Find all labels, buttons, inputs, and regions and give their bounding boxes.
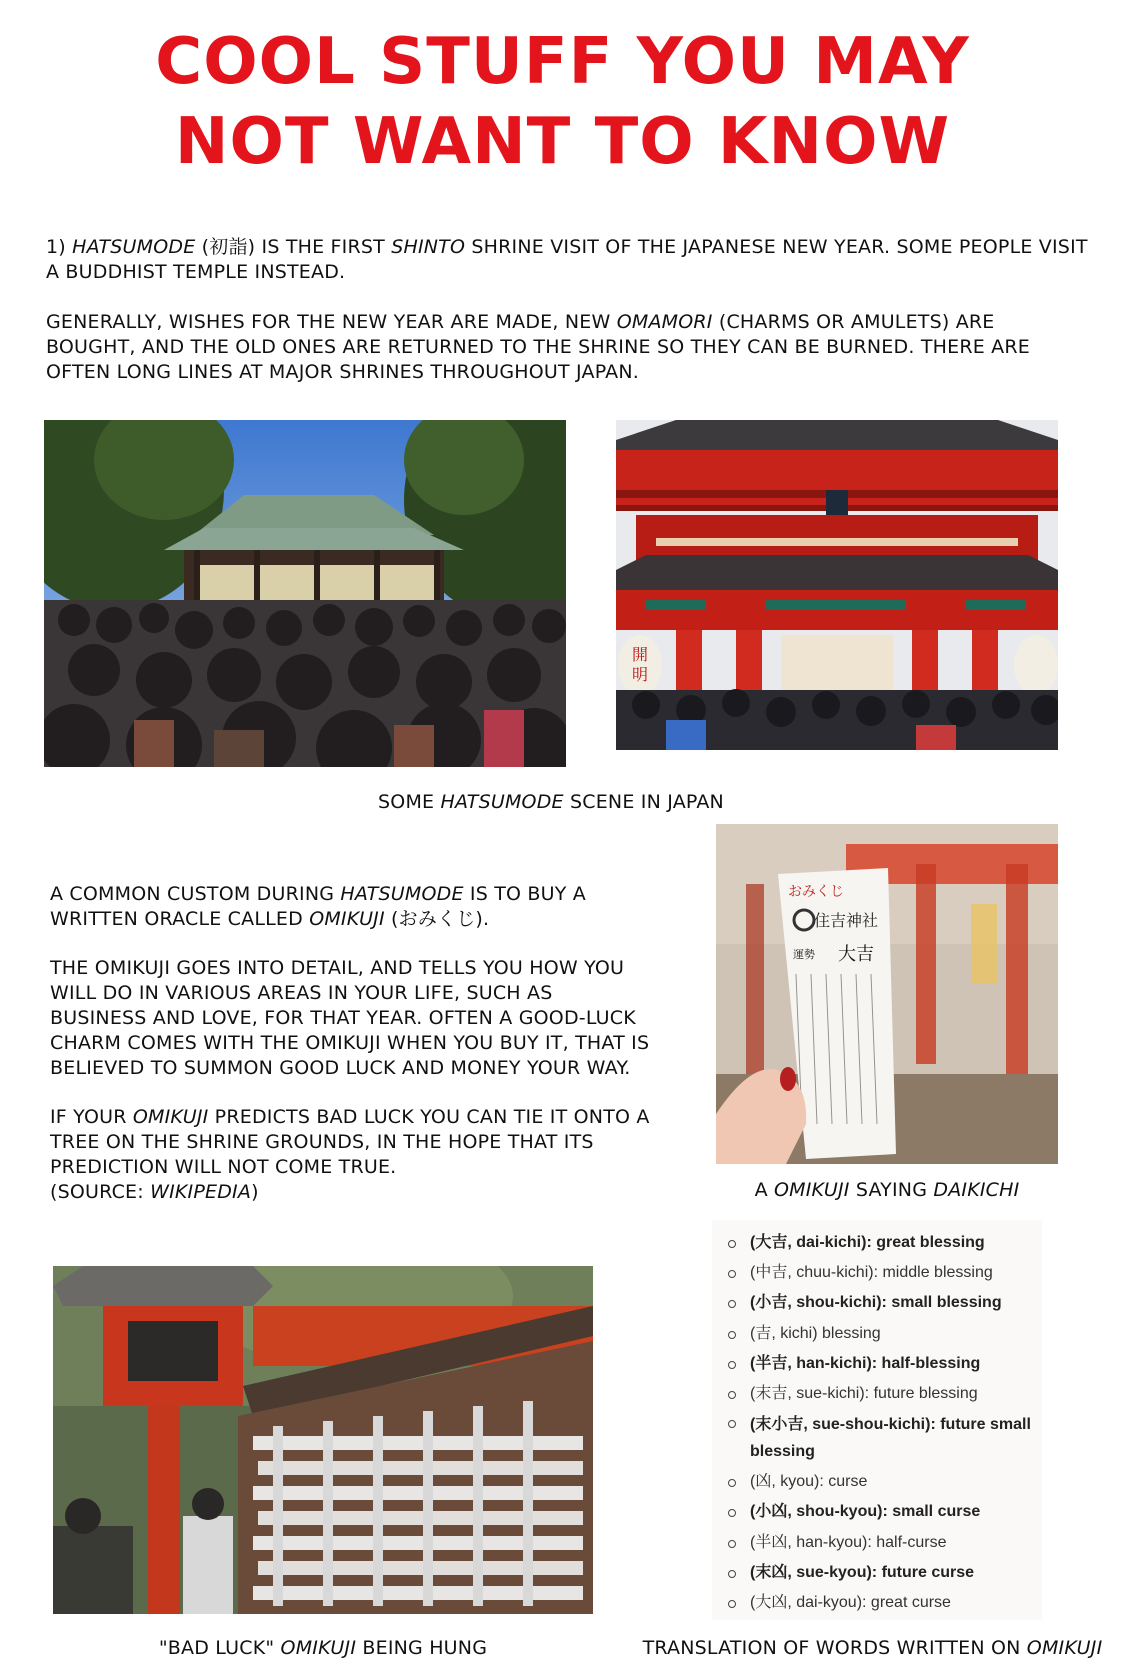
italic-term: OMIKUJI bbox=[132, 1106, 209, 1128]
fortune-item: (末小吉, sue-shou-kichi): future small blessing bbox=[712, 1409, 1042, 1467]
italic-term: WIKIPEDIA bbox=[150, 1181, 252, 1203]
italic-term: OMIKUJI bbox=[1026, 1637, 1103, 1659]
text-segment: (CHARMS OR AMULETS) ARE BOUGHT, AND THE OLD ONES ARE RETURNED TO THE SHRINE SO THEY CAN BE BURNED. THERE ARE OFTEN LONG LINES AT MAJOR SHRINES THROUGHOUT JAPAN. bbox=[46, 311, 1030, 383]
text-segment: SAYING bbox=[849, 1179, 934, 1201]
fortune-list bbox=[712, 1220, 1042, 1618]
title-line-1: COOL STUFF YOU MAY bbox=[155, 25, 970, 99]
intro-paragraph-2 bbox=[46, 310, 1076, 385]
italic-term: DAIKICHI bbox=[933, 1179, 1020, 1201]
text-segment: SOME bbox=[378, 791, 441, 813]
italic-term: OMIKUJI bbox=[309, 908, 385, 930]
slip-fortune-label: 運勢 bbox=[793, 948, 815, 961]
fortune-item: (大吉, dai-kichi): great blessing bbox=[712, 1228, 1042, 1258]
red-shrine-gate-photo bbox=[616, 420, 1058, 750]
italic-term: OMIKUJI bbox=[774, 1179, 850, 1201]
fortune-translation-list bbox=[712, 1220, 1042, 1620]
text-segment: IS TO BUY A WRITTEN ORACLE CALLED bbox=[50, 883, 587, 930]
text-segment: ) bbox=[251, 1181, 259, 1203]
daikichi-caption bbox=[716, 1178, 1058, 1203]
text-segment: SCENE IN JAPAN bbox=[563, 791, 724, 813]
italic-term: OMIKUJI bbox=[280, 1637, 357, 1659]
translation-caption bbox=[620, 1636, 1125, 1661]
fortune-item: (半凶, han-kyou): half-curse bbox=[712, 1528, 1042, 1558]
text-segment: (初詣) IS THE FIRST bbox=[195, 236, 392, 258]
omikuji-slip-photo bbox=[716, 824, 1058, 1164]
page-title bbox=[0, 22, 1125, 182]
fortune-item: (大凶, dai-kyou): great curse bbox=[712, 1588, 1042, 1618]
text-segment: SHRINE VISIT OF THE JAPANESE NEW YEAR. SOME PEOPLE VISIT A BUDDHIST TEMPLE INSTEAD. bbox=[46, 236, 1088, 283]
italic-term: HATSUMODE bbox=[440, 791, 564, 813]
omikuji-paragraph-2 bbox=[50, 956, 650, 1081]
omikuji-rack-photo bbox=[53, 1266, 593, 1614]
text-segment: IF YOUR bbox=[50, 1106, 133, 1128]
hung-caption bbox=[53, 1636, 593, 1661]
italic-term: HATSUMODE bbox=[72, 236, 196, 258]
text-segment: (おみくじ). bbox=[384, 908, 490, 930]
text-segment: PREDICTS BAD LUCK YOU CAN TIE IT ONTO A TREE ON THE SHRINE GROUNDS, IN THE HOPE THAT ITS PREDICTION WILL NOT COME TRUE. bbox=[50, 1106, 650, 1178]
text-segment: GENERALLY, WISHES FOR THE NEW YEAR ARE MADE, NEW bbox=[46, 311, 617, 333]
lantern-right-glyph: 明 bbox=[631, 665, 649, 684]
fortune-item: (小凶, shou-kyou): small curse bbox=[712, 1497, 1042, 1527]
fortune-item: (吉, kichi) blessing bbox=[712, 1319, 1042, 1349]
lantern-left-glyph: 開 bbox=[631, 645, 649, 664]
slip-fortune: 大吉 bbox=[838, 944, 874, 965]
shrine-crowd-photo bbox=[44, 420, 566, 767]
slip-header: おみくじ bbox=[788, 884, 844, 900]
source-note bbox=[50, 1180, 650, 1205]
text-segment: "BAD LUCK" bbox=[158, 1637, 281, 1659]
fortune-item: (半吉, han-kichi): half-blessing bbox=[712, 1349, 1042, 1379]
fortune-item: (小吉, shou-kichi): small blessing bbox=[712, 1288, 1042, 1318]
italic-term: HATSUMODE bbox=[340, 883, 464, 905]
title-line-2: NOT WANT TO KNOW bbox=[174, 105, 951, 179]
text-segment: (SOURCE: bbox=[50, 1181, 151, 1203]
italic-term: SHINTO bbox=[391, 236, 466, 258]
slip-shrine-name: 住吉神社 bbox=[813, 911, 879, 930]
text-segment: A bbox=[754, 1179, 774, 1201]
text-segment: TRANSLATION OF WORDS WRITTEN ON bbox=[642, 1637, 1027, 1659]
scene-caption bbox=[44, 790, 1058, 815]
text-segment: BEING HUNG bbox=[356, 1637, 488, 1659]
intro-paragraph-1 bbox=[46, 235, 1096, 285]
omikuji-paragraph-1 bbox=[50, 882, 650, 932]
text-segment: 1) bbox=[46, 236, 73, 258]
fortune-item: (凶, kyou): curse bbox=[712, 1467, 1042, 1497]
text-segment: A COMMON CUSTOM DURING bbox=[50, 883, 341, 905]
italic-term: OMAMORI bbox=[616, 311, 713, 333]
omikuji-text-block bbox=[50, 882, 650, 1205]
text-segment: THE OMIKUJI GOES INTO DETAIL, AND TELLS YOU HOW YOU WILL DO IN VARIOUS AREAS IN YOUR LIFE, SUCH AS BUSINESS AND LOVE, FOR THAT YEAR. OFTEN A GOOD-LUCK CHARM COMES WITH THE OMIKUJI WHEN YOU BUY IT, THAT IS BELIEVED TO SUMMON GOOD LUCK AND MONEY YOUR WAY. bbox=[50, 957, 650, 1079]
fortune-item: (末凶, sue-kyou): future curse bbox=[712, 1558, 1042, 1588]
fortune-item: (中吉, chuu-kichi): middle blessing bbox=[712, 1258, 1042, 1288]
fortune-item: (末吉, sue-kichi): future blessing bbox=[712, 1379, 1042, 1409]
omikuji-paragraph-3 bbox=[50, 1105, 650, 1180]
